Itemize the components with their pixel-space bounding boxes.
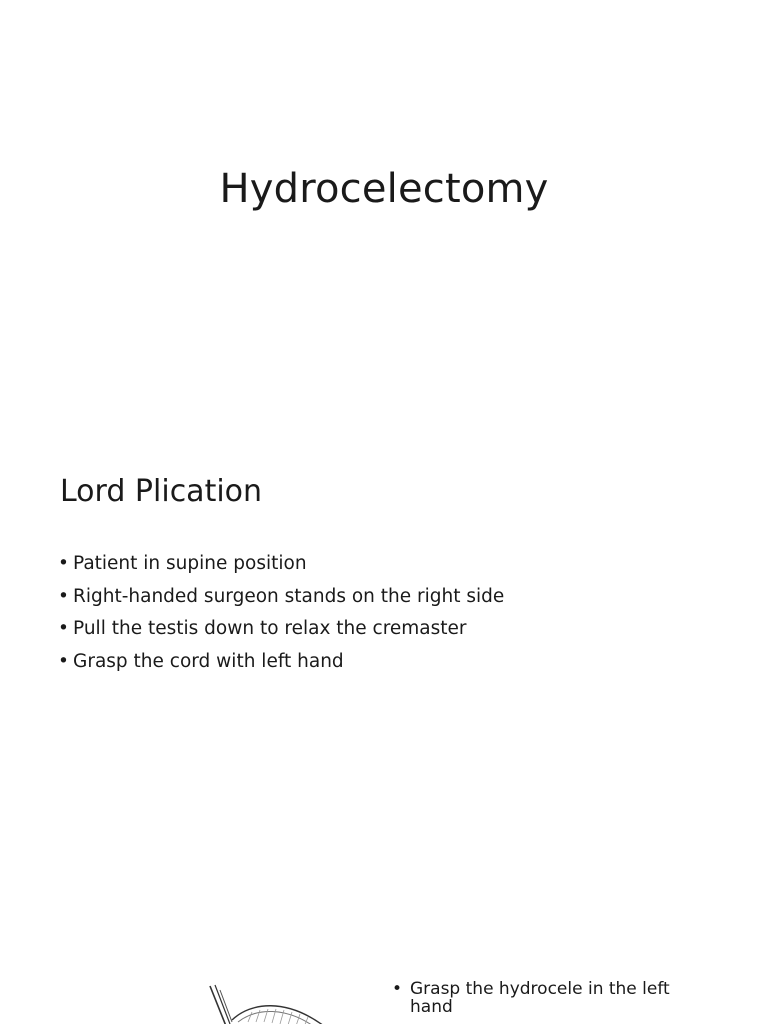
bullet-dot: • bbox=[58, 553, 69, 574]
slide-hydrocele-grasp bbox=[0, 864, 768, 1024]
surgical-hand-drawing-icon bbox=[196, 982, 346, 1024]
section-heading: Lord Plication bbox=[60, 474, 263, 509]
bullet-text: Patient in supine position bbox=[73, 553, 307, 574]
bullet-item bbox=[392, 980, 682, 1016]
bullet-dot: • bbox=[58, 650, 69, 672]
bullet-item bbox=[58, 646, 504, 679]
bullet-dot: • bbox=[392, 979, 403, 999]
bullet-item bbox=[58, 548, 504, 581]
bullet-dot: • bbox=[58, 618, 69, 639]
bullet-text: Grasp the cord with left hand bbox=[73, 650, 344, 672]
slide-title bbox=[0, 0, 768, 432]
bullet-dot: • bbox=[58, 585, 69, 607]
bullet-text: Right-handed surgeon stands on the right side bbox=[73, 585, 505, 607]
slide-lord-plication bbox=[0, 432, 768, 864]
bullet-text: Grasp the hydrocele in the left hand bbox=[410, 979, 670, 1017]
bullet-list bbox=[392, 980, 682, 1016]
slide-title-text: Hydrocelectomy bbox=[219, 166, 549, 212]
bullet-item bbox=[58, 581, 504, 614]
bullet-item bbox=[58, 613, 504, 646]
bullet-list bbox=[58, 548, 504, 678]
bullet-text: Pull the testis down to relax the cremaster bbox=[73, 618, 467, 639]
